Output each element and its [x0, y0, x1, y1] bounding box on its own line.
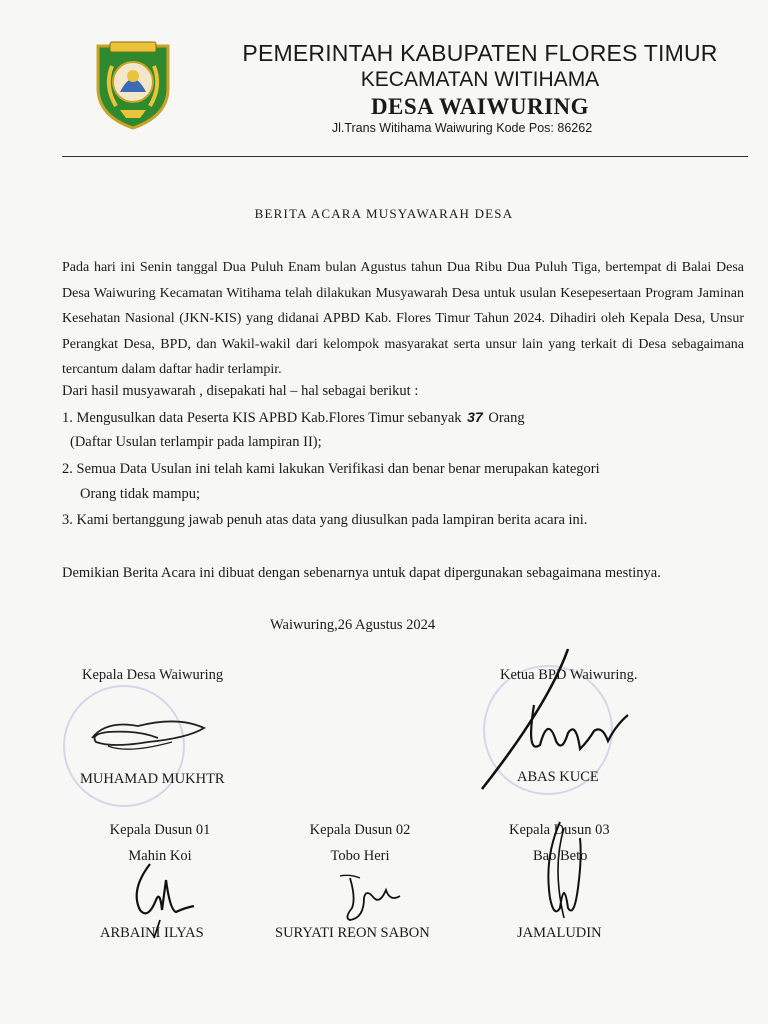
- letterhead-address: Jl.Trans Witihama Waiwuring Kode Pos: 86262: [331, 121, 593, 135]
- letterhead-district: KECAMATAN WITIHAMA: [360, 68, 600, 91]
- item-2-line-2: Orang tidak mampu;: [80, 486, 201, 502]
- dusun-1-role: Kepala Dusun 01: [109, 822, 211, 838]
- ketua-bpd-name: ABAS KUCE: [517, 769, 599, 785]
- dusun-1-area: Mahin Koi: [128, 848, 192, 864]
- place-and-date: Waiwuring,26 Agustus 2024: [270, 617, 436, 633]
- item-2-line-1: 2. Semua Data Usulan ini telah kami lakukan Verifikasi dan benar benar merupakan kategori: [62, 461, 600, 477]
- dusun-2-area: Tobo Heri: [330, 848, 390, 864]
- dusun-2-role: Kepala Dusun 02: [309, 822, 411, 838]
- dusun-3-signature: [534, 818, 604, 928]
- item-1-note: (Daftar Usulan terlampir pada lampiran II);: [70, 434, 322, 450]
- dusun-3-area: Bao Beto: [533, 848, 588, 864]
- letterhead-divider: [62, 156, 748, 157]
- flores-timur-crest-icon: [90, 36, 176, 130]
- kepala-desa-role: Kepala Desa Waiwuring: [82, 667, 224, 683]
- kepala-desa-signature: [88, 712, 208, 762]
- dusun-2-name: SURYATI REON SABON: [275, 925, 430, 941]
- document-title: BERITA ACARA MUSYAWARAH DESA: [254, 206, 514, 221]
- closing-statement: Demikian Berita Acara ini dibuat dengan sebenarnya untuk dapat dipergunakan sebagaimana mestinya.: [62, 565, 661, 581]
- kepala-desa-name: MUHAMAD MUKHTR: [80, 771, 225, 787]
- item-1-suffix: Orang: [488, 410, 525, 426]
- dusun-2-signature: [330, 868, 410, 928]
- ketua-bpd-role: Ketua BPD Waiwuring.: [500, 667, 638, 683]
- letterhead-village: DESA WAIWURING: [370, 94, 590, 119]
- dusun-1-name: ARBAINI ILYAS: [100, 925, 204, 941]
- item-1: [62, 409, 525, 427]
- dusun-3-role: Kepala Dusun 03: [509, 822, 610, 838]
- intro-line: Dari hasil musyawarah , disepakati hal – hal sebagai berikut :: [62, 383, 419, 399]
- item-1-prefix: 1. Mengusulkan data Peserta KIS APBD Kab.Flores Timur sebanyak: [62, 410, 462, 426]
- item-3: 3. Kami bertanggung jawab penuh atas data yang diusulkan pada lampiran berita acara ini.: [62, 512, 588, 528]
- letterhead-regency: PEMERINTAH KABUPATEN FLORES TIMUR: [242, 40, 718, 66]
- item-1-count: 37: [467, 409, 483, 425]
- opening-paragraph: Pada hari ini Senin tanggal Dua Puluh Enam bulan Agustus tahun Dua Ribu Dua Puluh Tiga, bertempat di Balai Desa Desa Waiwuring Kecamatan Witihama telah dilakukan Musyawarah Desa untuk usulan Kesepesertaan Program Jaminan Kesehatan Nasional (JKN-KIS) yang didanai APBD Kab. Flores Timur Tahun 2024. Dihadiri oleh Kepala Desa, Unsur Perangkat Desa, BPD, dan Wakil-wakil dari kelompok masyarakat serta unsur lain yang terkait di Desa sebagaimana tercantum dalam daftar hadir terlampir.: [62, 260, 744, 377]
- dusun-3-name: JAMALUDIN: [517, 925, 602, 941]
